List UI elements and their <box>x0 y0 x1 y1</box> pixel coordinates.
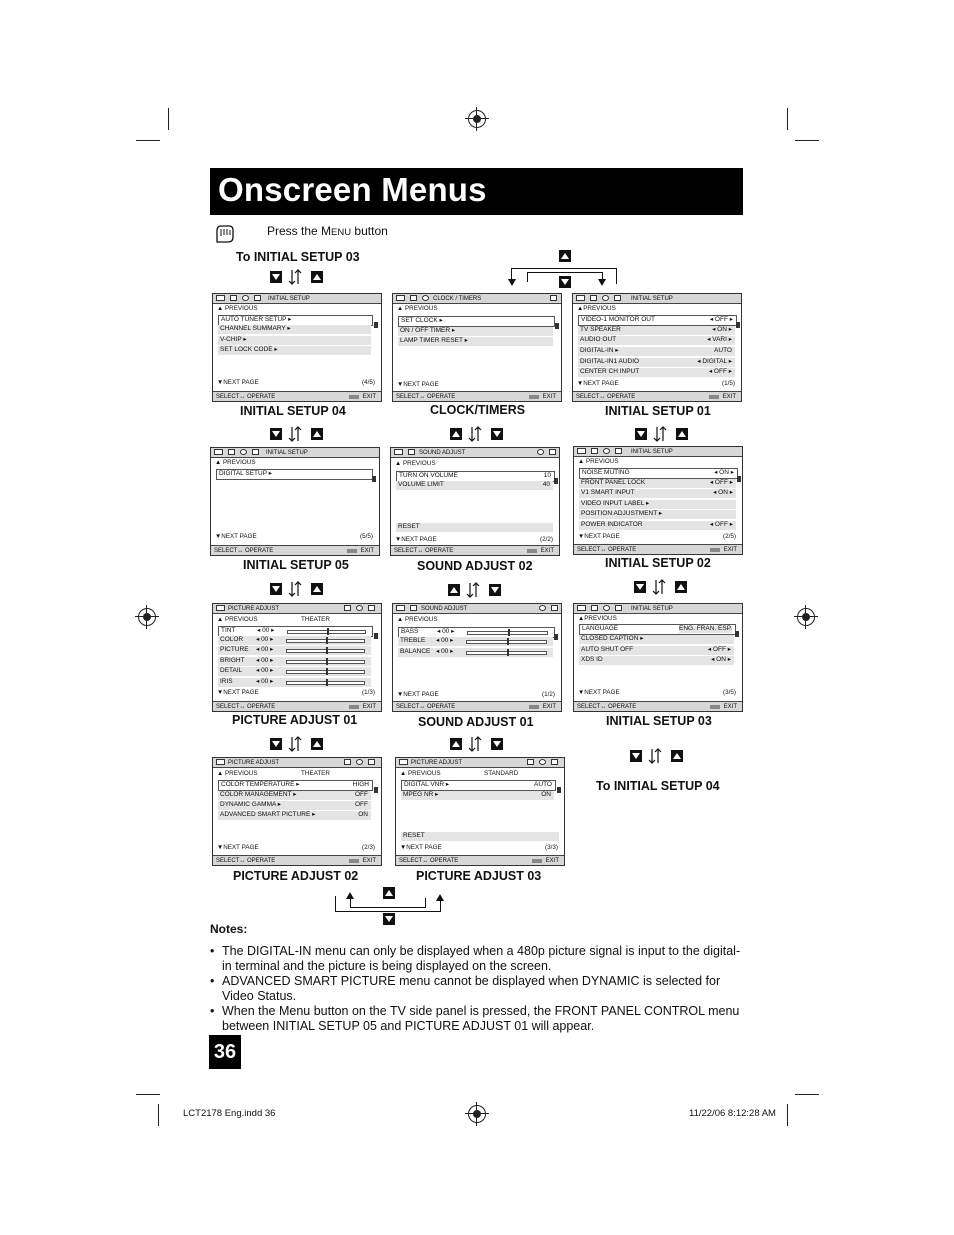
initial-setup-05-label: INITIAL SETUP 05 <box>243 558 349 572</box>
down-arrow-key-icon <box>630 750 642 762</box>
up-down-swap-icon <box>288 425 302 443</box>
to-initial-setup-03-label: To INITIAL SETUP 03 <box>236 250 360 264</box>
picture-adjust-02-label: PICTURE ADJUST 02 <box>233 869 359 883</box>
up-arrow-key-icon <box>311 428 323 440</box>
page-title: Onscreen Menus <box>218 171 487 208</box>
clock-timers-label: CLOCK/TIMERS <box>430 403 526 417</box>
up-down-swap-icon <box>288 268 302 286</box>
registration-mark-icon <box>797 608 815 626</box>
screen-picture-adjust-02: PICTURE ADJUST ▲ PREVIOUS THEATER COLOR TEMPERATURE ▸ HIGH COLOR MANAGEMENT ▸ OFF DYNAMIC GAMMA ▸ OFF ADVANCED SMART PICTURE ▸ ON ▼NEXT PAGE (2/3) SELECT↔ OPERATE EXIT <box>212 757 382 866</box>
up-down-swap-icon <box>466 581 480 599</box>
up-arrow-key-icon <box>675 581 687 593</box>
crop-mark <box>136 1094 160 1095</box>
down-arrow-key-icon <box>383 913 395 925</box>
down-arrow-key-icon <box>634 581 646 593</box>
up-arrowhead-icon <box>436 894 444 901</box>
screen-initial-setup-01: INITIAL SETUP ▲PREVIOUS VIDEO-1 MONITOR OUT ◂ OFF ▸ TV SPEAKER ◂ ON ▸ AUDIO OUT ◂ VARI ▸ DIGITAL-IN ▸ AUTO DIGITAL-IN1 AUDIO ◂ DIGITAL ▸ CENTER CH INPUT ◂ OFF ▸ ▼NEXT PAGE (1/5) SELECT↔ OPERATE EXIT <box>572 293 742 402</box>
picture-adjust-03-label: PICTURE ADJUST 03 <box>416 869 542 883</box>
down-arrow-key-icon <box>635 428 647 440</box>
up-arrow-key-icon <box>383 887 395 899</box>
up-down-swap-icon <box>468 425 482 443</box>
registration-mark-icon <box>138 608 156 626</box>
sound-adjust-02-label: SOUND ADJUST 02 <box>417 559 533 573</box>
screen-picture-adjust-03: PICTURE ADJUST ▲ PREVIOUS STANDARD DIGITAL VNR ▸ AUTO MPEG NR ▸ ON RESET ▼NEXT PAGE (3/3) SELECT↔ OPERATE EXIT <box>395 757 565 866</box>
screen-initial-setup-02: INITIAL SETUP ▲ PREVIOUS NOISE MUTING ◂ ON ▸ FRONT PANEL LOCK ◂ OFF ▸ V1 SMART INPUT ◂ ON ▸ VIDEO INPUT LABEL ▸ POSITION ADJUSTMENT ▸ POWER INDICATOR ◂ OFF ▸ ▼NEXT PAGE (2/5) SELECT↔ OPERATE EXIT <box>573 446 743 555</box>
down-arrow-key-icon <box>491 738 503 750</box>
footer-filename: LCT2178 Eng.indd 36 <box>183 1108 276 1119</box>
to-initial-setup-04-label: To INITIAL SETUP 04 <box>596 779 720 793</box>
initial-setup-03-label: INITIAL SETUP 03 <box>606 714 712 728</box>
crop-mark <box>136 140 160 141</box>
flow-line <box>440 900 441 912</box>
picture-adjust-01-label: PICTURE ADJUST 01 <box>232 713 358 727</box>
up-arrow-key-icon <box>448 584 460 596</box>
down-arrowhead-icon <box>508 279 516 286</box>
screen-sound-adjust-02: SOUND ADJUST ▲ PREVIOUS TURN ON VOLUME 10 VOLUME LIMIT 40 RESET ▼NEXT PAGE (2/2) SELECT↔ OPERATE EXIT <box>390 447 560 556</box>
screen-initial-setup-05: INITIAL SETUP ▲ PREVIOUS DIGITAL SETUP ▸ ▼NEXT PAGE (5/5) SELECT↔ OPERATE EXIT <box>210 447 380 556</box>
registration-mark-icon <box>468 1105 486 1123</box>
up-arrow-key-icon <box>311 271 323 283</box>
flow-line <box>511 268 617 269</box>
registration-mark-icon <box>468 110 486 128</box>
flow-line <box>616 268 617 284</box>
up-arrow-key-icon <box>311 583 323 595</box>
up-arrow-key-icon <box>450 428 462 440</box>
down-arrow-key-icon <box>489 584 501 596</box>
initial-setup-01-label: INITIAL SETUP 01 <box>605 404 711 418</box>
up-down-swap-icon <box>288 580 302 598</box>
up-arrow-key-icon <box>671 750 683 762</box>
up-arrow-key-icon <box>450 738 462 750</box>
down-arrow-key-icon <box>270 271 282 283</box>
flow-line <box>350 898 351 908</box>
crop-mark <box>158 1104 159 1126</box>
hand-press-icon <box>212 221 236 250</box>
down-arrowhead-icon <box>598 279 606 286</box>
down-arrow-key-icon <box>270 428 282 440</box>
footer-timestamp: 11/22/06 8:12:28 AM <box>689 1108 776 1119</box>
down-arrow-key-icon <box>559 276 571 288</box>
crop-mark <box>795 140 819 141</box>
screen-sound-adjust-01: SOUND ADJUST ▲ PREVIOUS BASS ◂ 00 ▸ TREBLE ◂ 00 ▸ BALANCE ◂ 00 ▸ ▼NEXT PAGE (1/2) SELECT↔ OPERATE EXIT <box>392 603 562 712</box>
crop-mark <box>168 108 169 130</box>
up-arrow-key-icon <box>311 738 323 750</box>
up-arrow-key-icon <box>676 428 688 440</box>
up-down-swap-icon <box>648 747 662 765</box>
down-arrow-key-icon <box>270 583 282 595</box>
down-arrow-key-icon <box>491 428 503 440</box>
up-down-swap-icon <box>288 735 302 753</box>
crop-mark <box>787 1104 788 1126</box>
up-down-swap-icon <box>653 425 667 443</box>
flow-line <box>527 272 528 282</box>
screen-clock-timers: CLOCK / TIMERS ▲ PREVIOUS SET CLOCK ▸ ON / OFF TIMER ▸ LAMP TIMER RESET ▸ ▼NEXT PAGE SELECT↔ OPERATE EXIT <box>392 293 562 402</box>
notes-heading: Notes: <box>210 922 248 936</box>
page-header <box>210 168 743 215</box>
sound-adjust-01-label: SOUND ADJUST 01 <box>418 715 534 729</box>
flow-line <box>350 907 426 908</box>
initial-setup-02-label: INITIAL SETUP 02 <box>605 556 711 570</box>
up-arrowhead-icon <box>346 892 354 899</box>
up-down-swap-icon <box>468 735 482 753</box>
page-number: 36 <box>209 1035 241 1069</box>
up-arrow-key-icon <box>559 250 571 262</box>
initial-setup-04-label: INITIAL SETUP 04 <box>240 404 346 418</box>
screen-initial-setup-04: INITIAL SETUP ▲ PREVIOUS AUTO TUNER SETUP ▸ CHANNEL SUMMARY ▸ V-CHIP ▸ SET LOCK CODE ▸ ▼NEXT PAGE (4/5) SELECT↔ OPERATE EXIT <box>212 293 382 402</box>
flow-line <box>335 896 336 912</box>
flow-line <box>425 898 426 908</box>
screen-picture-adjust-01: PICTURE ADJUST ▲ PREVIOUS THEATER TINT ◂ 00 ▸ COLOR ◂ 00 ▸ PICTURE ◂ 00 ▸ BRIGHT ◂ 00 ▸ DETAIL ◂ 00 ▸ IRIS ◂ 00 ▸ ▼NEXT PAGE (1/3) SELECT↔ OPERATE EXIT <box>212 603 382 712</box>
screen-initial-setup-03: INITIAL SETUP ▲PREVIOUS LANGUAGE ENG. FRAN. ESP. CLOSED CAPTION ▸ AUTO SHUT OFF ◂ OFF ▸ XDS ID ◂ ON ▸ ▼NEXT PAGE (3/5) SELECT↔ OPERATE EXIT <box>573 603 743 712</box>
flow-line <box>335 911 441 912</box>
crop-mark <box>795 1094 819 1095</box>
up-down-swap-icon <box>652 578 666 596</box>
crop-mark <box>787 108 788 130</box>
down-arrow-key-icon <box>270 738 282 750</box>
flow-line <box>527 272 603 273</box>
press-menu-instruction: Press the MENU button <box>267 224 388 238</box>
